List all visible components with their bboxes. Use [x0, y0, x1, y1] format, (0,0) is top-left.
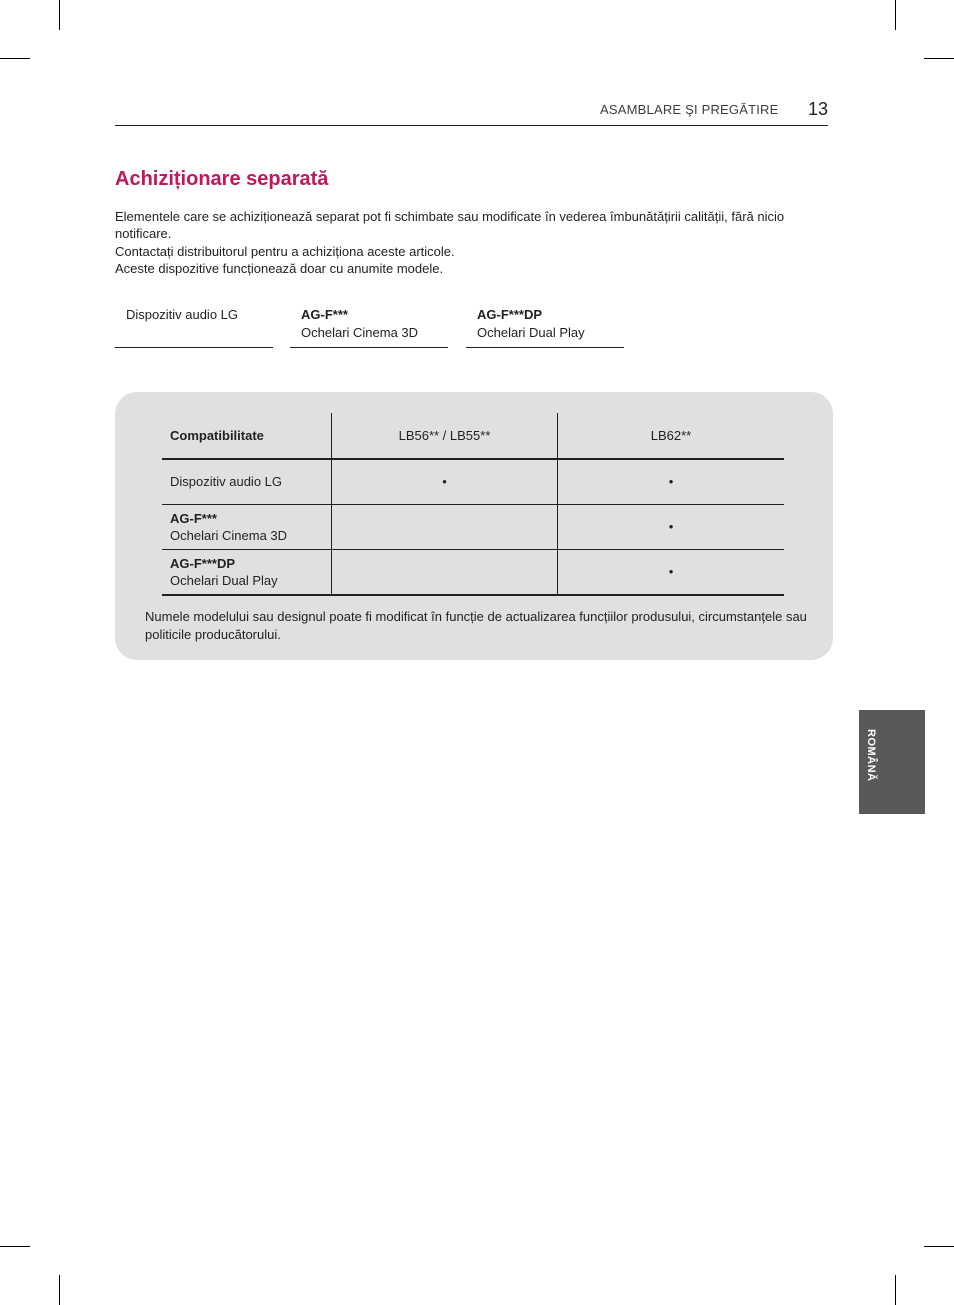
accessory-code: AG-F***DP [477, 307, 543, 322]
compat-bullet: • [558, 505, 785, 550]
accessory-item-dual-play [466, 306, 624, 348]
compat-bullet [332, 550, 558, 596]
language-tab [859, 710, 925, 814]
row-code: AG-F*** [170, 510, 217, 526]
table-row [162, 459, 784, 505]
accessory-item-audio [115, 306, 273, 348]
table-header-cell: Compatibilitate [170, 427, 264, 443]
crop-mark [895, 0, 896, 30]
intro-line: Aceste dispozitive funcționează doar cu anumite modele. [115, 260, 444, 276]
crop-mark [59, 1275, 60, 1305]
page-title: Achiziționare separată [115, 168, 329, 190]
language-tab-label: ROMÂNĂ [865, 729, 877, 782]
compatibility-note: Numele modelului sau designul poate fi modificat în funcție de actualizarea funcțiilor produsului, circumstanțele sau politicile producătorului. [145, 609, 807, 642]
crop-mark [59, 0, 60, 30]
crop-mark [0, 1246, 30, 1247]
table-row [162, 550, 784, 596]
crop-mark [0, 58, 30, 59]
accessory-item-cinema-3d [290, 306, 448, 348]
table-row [162, 505, 784, 550]
accessory-name: Ochelari Dual Play [477, 324, 585, 340]
intro-line: Elementele care se achiziționează separat pot fi schimbate sau modificate în vederea îmbunătățirii calității, fără nicio notificare. [115, 209, 785, 242]
crop-mark [895, 1275, 896, 1305]
accessory-name: Ochelari Cinema 3D [301, 324, 419, 340]
table-header-cell: LB56** / LB55** [332, 413, 558, 459]
row-code: AG-F***DP [170, 555, 236, 571]
accessory-code: AG-F*** [301, 307, 348, 322]
row-label: Ochelari Dual Play [170, 573, 278, 588]
crop-mark [924, 58, 954, 59]
header-rule [115, 125, 828, 126]
compat-bullet [332, 505, 558, 550]
compat-bullet: • [558, 550, 785, 596]
compatibility-table [162, 413, 784, 596]
intro-line: Contactați distribuitorul pentru a achiziționa aceste articole. [115, 243, 455, 259]
crop-mark [924, 1246, 954, 1247]
table-header-cell: LB62** [558, 413, 785, 459]
header-section-title: ASAMBLARE ŞI PREGĂTIRE [600, 102, 779, 117]
accessory-name: Dispozitiv audio LG [126, 307, 238, 322]
row-label: Ochelari Cinema 3D [170, 528, 288, 543]
page-number: 13 [808, 99, 829, 119]
compat-bullet: • [332, 459, 558, 505]
intro-text [115, 208, 815, 277]
row-label: Dispozitiv audio LG [170, 474, 282, 490]
table-header-row [162, 413, 784, 459]
compat-bullet: • [558, 459, 785, 505]
